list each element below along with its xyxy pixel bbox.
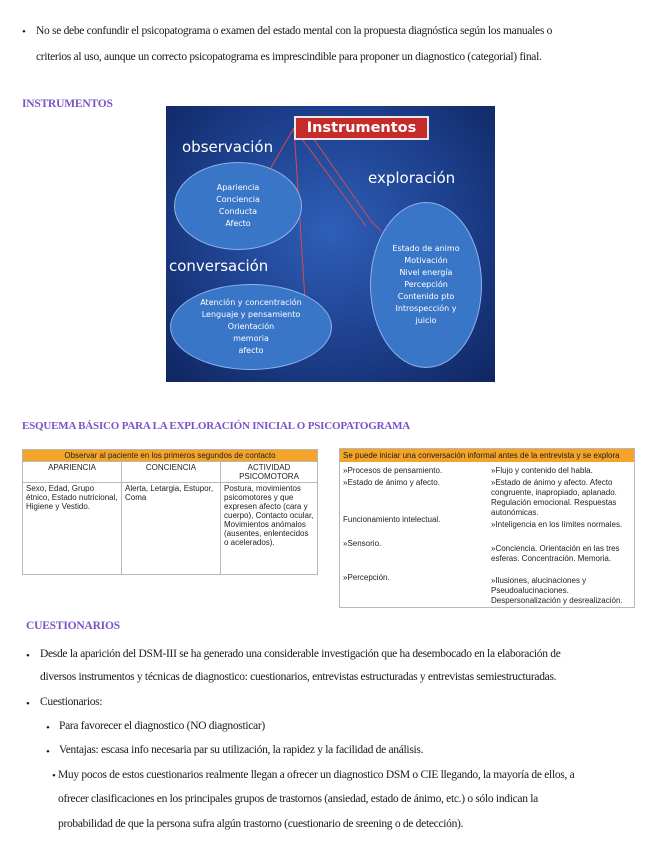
bullet-marker: •: [46, 746, 50, 758]
column-header: ACTIVIDAD PSICOMOTORA: [221, 462, 318, 483]
intro-line-1: No se debe confundir el psicopatograma o examen del estado mental con la propuesta diagnóstica según los manuales o: [36, 25, 553, 37]
bullet-marker: •: [26, 698, 30, 710]
conversacion-item: Atención y concentración: [200, 298, 302, 307]
exploracion-item: Motivación: [404, 256, 448, 265]
exploracion-item: Introspección y: [395, 304, 457, 313]
label-conversacion: conversación: [169, 257, 269, 275]
exploracion-item: Nivel energía: [399, 268, 453, 277]
conversacion-item: afecto: [238, 346, 264, 355]
exploracion-item: Percepción: [404, 280, 448, 289]
column-header: APARIENCIA: [23, 462, 122, 483]
observacion-item: Apariencia: [216, 183, 260, 192]
sub-item-1: Para favorecer el diagnostico (NO diagnosticar): [59, 720, 265, 732]
table-cell: »Ilusiones, alucinaciones y Pseudoalucinaciones. Despersonalización y desrealización.: [491, 576, 623, 605]
table-cell: »Conciencia. Orientación en las tres esferas. Concentración. Memoria.: [491, 544, 620, 563]
table-cell: Alerta, Letargia, Estupor, Coma: [122, 483, 221, 575]
cuestionarios-line-2: diversos instrumentos y técnicas de diagnostico: cuestionarios, entrevistas estructuradas y entrevistas semiestructuradas.: [40, 671, 557, 683]
observacion-item: Afecto: [225, 219, 251, 228]
observation-table: [22, 449, 318, 575]
table-cell: »Estado de ánimo y afecto.: [343, 478, 440, 487]
label-observacion: observación: [182, 138, 274, 156]
table-cell: »Inteligencia en los límites normales.: [491, 520, 623, 529]
observacion-ellipse: [174, 162, 302, 250]
exploracion-item: Estado de animo: [392, 244, 460, 253]
column-header: CONCIENCIA: [122, 462, 221, 483]
cuestionarios-label: Cuestionarios:: [40, 696, 103, 708]
esquema-heading: ESQUEMA BÁSICO PARA LA EXPLORACIÓN INICIAL O PSICOPATOGRAMA: [22, 420, 411, 432]
bullet-marker: •: [52, 770, 56, 782]
exploracion-ellipse: [370, 202, 482, 368]
conversacion-ellipse: [170, 284, 332, 370]
exploracion-item: Contenido pto: [397, 292, 455, 301]
table-cell: Postura, movimientos psicomotores y que expresen afecto (cara y cuerpo), Contacto ocular, Movimientos anómalos (ausentes, enlentecidos o acelerados).: [221, 483, 318, 575]
sub-item-3-line-2: ofrecer clasificaciones en los principales grupos de trastornos (ansiedad, estado de ánimo, etc.) o sólo indican la: [58, 793, 538, 805]
observacion-item: Conciencia: [216, 195, 260, 204]
instrumentos-heading: INSTRUMENTOS: [22, 98, 113, 110]
bullet-marker: •: [26, 650, 30, 662]
conversacion-item: memoria: [233, 334, 269, 343]
cuestionarios-line-1: Desde la aparición del DSM-III se ha generado una considerable investigación que ha desembocado en la elaboración de: [40, 648, 561, 660]
sub-item-3-line-1: Muy pocos de estos cuestionarios realmente llegan a ofrecer un diagnostico DSM o CIE llegando, la mayoría de ellos, a: [58, 769, 575, 781]
conversacion-item: Orientación: [227, 322, 275, 331]
table-header: Se puede iniciar una conversación informal antes de la entrevista y se explora: [340, 449, 634, 462]
label-exploracion: exploración: [368, 169, 456, 187]
table-header: Observar al paciente en los primeros segundos de contacto: [23, 450, 318, 462]
table-cell: Sexo, Edad, Grupo étnico, Estado nutricional, Higiene y Vestido.: [23, 483, 122, 575]
cuestionarios-heading: CUESTIONARIOS: [26, 620, 120, 632]
sub-item-2: Ventajas: escasa info necesaria par su utilización, la rapidez y la facilidad de análisis.: [59, 744, 424, 756]
instrumentos-slide: [166, 106, 495, 382]
observacion-item: Conducta: [218, 207, 258, 216]
table-cell: Funcionamiento intelectual.: [343, 515, 441, 524]
exploracion-item: juicio: [415, 316, 437, 325]
exploration-table: [339, 448, 635, 608]
intro-line-2: criterios al uso, aunque un correcto psicopatograma es imprescindible para proponer un diagnostico (categorial) final.: [36, 51, 542, 63]
sub-item-3-line-3: probabilidad de que la persona sufra algún trastorno (cuestionario de sreening o de detección).: [58, 818, 464, 830]
bullet-marker: •: [22, 26, 26, 38]
table-cell: »Percepción.: [343, 573, 390, 582]
conversacion-item: Lenguaje y pensamiento: [201, 310, 301, 319]
table-cell: »Flujo y contenido del habla.: [491, 466, 593, 475]
table-cell: »Estado de ánimo y afecto. Afecto congruente, inapropiado, aplanado. Regulación emocional. Respuestas autonómicas.: [491, 478, 617, 517]
slide-title: Instrumentos: [294, 116, 429, 140]
table-cell: »Sensorio.: [343, 539, 382, 548]
table-cell: »Procesos de pensamiento.: [343, 466, 443, 475]
bullet-marker: •: [46, 722, 50, 734]
